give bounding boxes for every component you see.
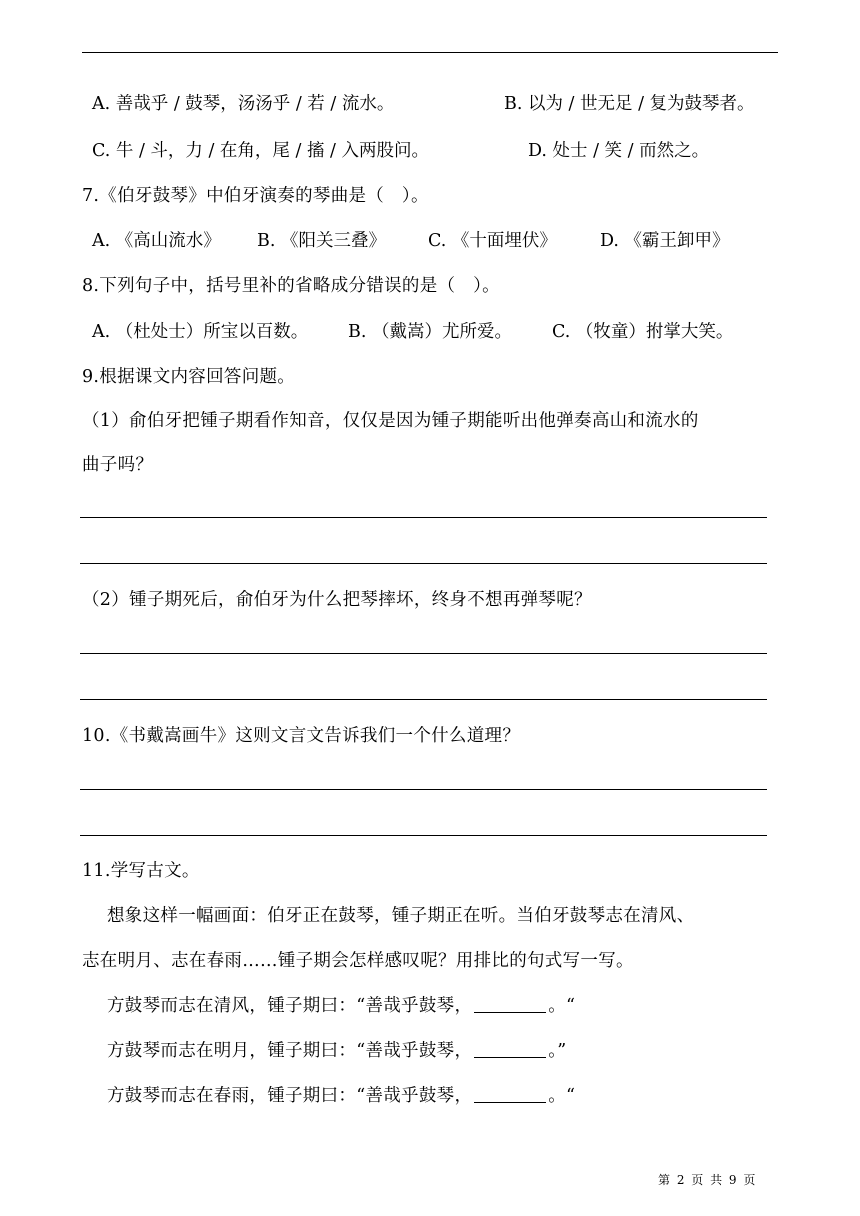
answer-line: [80, 563, 767, 564]
q6-option-a: A. 善哉乎 / 鼓琴，汤汤乎 / 若 / 流水。: [92, 94, 395, 114]
fill-blank[interactable]: [474, 994, 546, 1013]
q7-stem: 7.《伯牙鼓琴》中伯牙演奏的琴曲是（ ）。: [82, 186, 429, 206]
q9-sub1-line1: （1）俞伯牙把锺子期看作知音，仅仅是因为锺子期能听出他弹奏高山和流水的: [82, 411, 699, 431]
fill-prefix: 方鼓琴而志在清风，锺子期曰：“善哉乎鼓琴，: [107, 996, 473, 1016]
q6-option-b: B. 以为 / 世无足 / 复为鼓琴者。: [504, 94, 755, 114]
fill-suffix: 。”: [548, 1041, 567, 1061]
fill-suffix: 。“: [548, 996, 576, 1016]
q7-option-d: D. 《霸王卸甲》: [600, 231, 730, 251]
q7-option-c: C. 《十面埋伏》: [428, 231, 557, 251]
q8-option-b: B. （戴嵩）尤所爱。: [348, 322, 512, 342]
q11-fill-sentence-1: [107, 993, 575, 1019]
answer-line: [80, 653, 767, 654]
q7-option-a: A. 《高山流水》: [92, 231, 221, 251]
fill-prefix: 方鼓琴而志在明月，锺子期曰：“善哉乎鼓琴，: [107, 1041, 473, 1061]
fill-blank[interactable]: [474, 1084, 546, 1103]
q11-paragraph-line1: 想象这样一幅画面：伯牙正在鼓琴，锺子期正在听。当伯牙鼓琴志在清风、: [107, 906, 695, 926]
q9-sub2: （2）锺子期死后，俞伯牙为什么把琴摔坏，终身不想再弹琴呢？: [82, 590, 592, 610]
q6-option-c: C. 牛 / 斗，力 / 在角，尾 / 搐 / 入两股问。: [92, 141, 429, 161]
answer-line: [80, 789, 767, 790]
fill-prefix: 方鼓琴而志在春雨，锺子期曰：“善哉乎鼓琴，: [107, 1086, 473, 1106]
answer-line: [80, 835, 767, 836]
fill-suffix: 。“: [548, 1086, 576, 1106]
q11-fill-sentence-2: [107, 1038, 567, 1064]
fill-blank[interactable]: [474, 1039, 546, 1058]
q7-option-b: B. 《阳关三叠》: [257, 231, 386, 251]
q10-stem: 10.《书戴嵩画牛》这则文言文告诉我们一个什么道理？: [82, 726, 521, 746]
q8-option-a: A. （杜处士）所宝以百数。: [92, 322, 309, 342]
header-rule: [82, 52, 778, 53]
answer-line: [80, 699, 767, 700]
q11-paragraph-line2: 志在明月、志在春雨……锺子期会怎样感叹呢？用排比的句式写一写。: [82, 951, 634, 971]
q6-option-d: D. 处士 / 笑 / 而然之。: [528, 141, 710, 161]
page-number: 第 2 页 共 9 页: [658, 1173, 756, 1187]
answer-line: [80, 517, 767, 518]
q11-stem: 11.学写古文。: [82, 861, 200, 881]
q8-option-c: C. （牧童）拊掌大笑。: [552, 322, 734, 342]
q8-stem: 8.下列句子中，括号里补的省略成分错误的是（ ）。: [82, 276, 500, 296]
q11-fill-sentence-3: [107, 1083, 575, 1109]
q9-sub1-line2: 曲子吗？: [82, 455, 154, 475]
q9-stem: 9.根据课文内容回答问题。: [82, 367, 296, 387]
